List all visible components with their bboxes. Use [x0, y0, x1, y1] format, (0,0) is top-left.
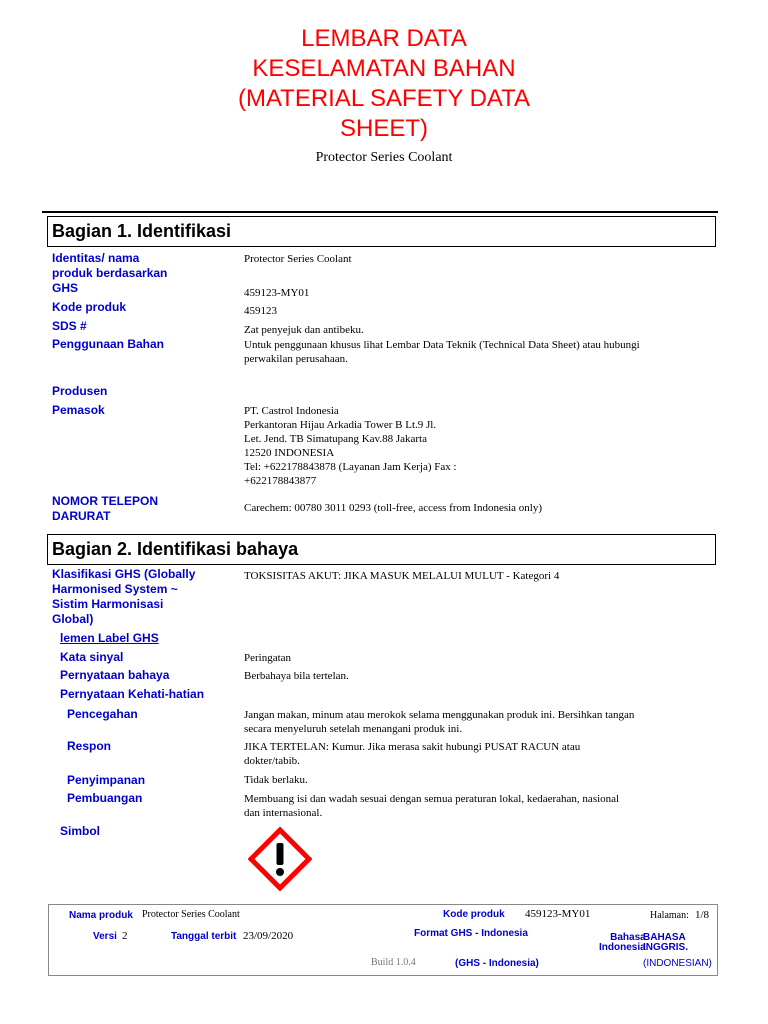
pemasok-value: PT. Castrol Indonesia Perkantoran Hijau Arkadia Tower B Lt.9 Jl. Let. Jend. TB Simatupang Kav.88 Jakarta 12520 INDONESIA Tel: +622178843878 (Layanan Jam Kerja) Fax : +622178843877 [244, 405, 457, 487]
exclamation-mark-pictogram-icon [248, 827, 312, 891]
pernyataan-bahaya-value: Berbahaya bila tertelan. [244, 670, 349, 682]
sds-value: Zat penyejuk dan antibeku. [244, 324, 364, 336]
doc-title-line-1: LEMBAR DATA [301, 25, 467, 52]
footer-build: Build 1.0.4 [371, 957, 416, 968]
nomor-telepon-value: Carechem: 00780 3011 0293 (toll-free, access from Indonesia only) [244, 502, 543, 514]
doc-title-line-2: KESELAMATAN BAHAN [252, 55, 516, 82]
penyimpanan-value: Tidak berlaku. [244, 774, 308, 786]
kode-produk-value: 459123 [244, 305, 277, 317]
footer-ghs: (GHS - Indonesia) [455, 958, 539, 969]
footer-box [48, 904, 718, 976]
sds-label: SDS # [52, 319, 87, 333]
pernyataan-bahaya-label: Pernyataan bahaya [60, 668, 170, 682]
footer-kode-label: Kode produk [443, 909, 505, 920]
footer-format-label: Format GHS - Indonesia [414, 928, 528, 939]
produsen-label: Produsen [52, 384, 108, 398]
penyimpanan-label: Penyimpanan [67, 773, 146, 787]
footer-halaman-label: Halaman: [650, 910, 689, 921]
footer-nama-value: Protector Series Coolant [142, 909, 240, 920]
doc-title-line-3: (MATERIAL SAFETY DATA [237, 85, 531, 112]
section-1-heading: Bagian 1. Identifikasi [47, 216, 716, 247]
kata-sinyal-label: Kata sinyal [60, 650, 124, 664]
footer-nama-label: Nama produk [69, 910, 133, 921]
kode-produk-label: Kode produk [52, 300, 126, 314]
identitas-value: Protector Series Coolant [244, 253, 352, 265]
section-2-heading: Bagian 2. Identifikasi bahaya [47, 534, 716, 565]
pembuangan-value: Membuang isi dan wadah sesuai dengan semua peraturan lokal, kedaerahan, nasional dan internasional. [244, 793, 620, 819]
klasifikasi-label: Klasifikasi GHS (Globally Harmonised System ~ Sistim Harmonisasi Global) [52, 567, 196, 626]
respon-value: JIKA TERTELAN: Kumur. Jika merasa sakit hubungi PUSAT RACUN atau dokter/tabib. [244, 741, 581, 767]
nomor-telepon-label: NOMOR TELEPON DARURAT [52, 494, 159, 523]
pencegahan-value: Jangan makan, minum atau merokok selama menggunakan produk ini. Bersihkan tangan secara menyeluruh setelah menangani produk ini. [244, 709, 635, 735]
pemasok-label: Pemasok [52, 403, 105, 417]
pencegahan-label: Pencegahan [67, 707, 138, 721]
simbol-label: Simbol [60, 824, 101, 838]
penggunaan-value: Untuk penggunaan khusus lihat Lembar Data Teknik (Technical Data Sheet) atau hubungi perwakilan perusahaan. [244, 339, 640, 365]
footer-versi-label: Versi [93, 931, 117, 942]
penggunaan-label: Penggunaan Bahan [52, 337, 165, 351]
footer-kode-value: 459123-MY01 [525, 908, 591, 920]
respon-label: Respon [67, 739, 112, 753]
pembuangan-label: Pembuangan [67, 791, 143, 805]
elemen-label-ghs-link[interactable]: lemen Label GHS [60, 631, 159, 645]
kata-sinyal-value: Peringatan [244, 652, 292, 664]
footer-bahasa-label: Bahasa Indonesia [599, 932, 646, 953]
kehati-hatian-label: Pernyataan Kehati-hatian [60, 687, 205, 701]
header-rule [42, 211, 718, 213]
doc-subtitle: Protector Series Coolant [315, 150, 453, 165]
klasifikasi-value: TOKSISITAS AKUT: JIKA MASUK MELALUI MULUT - Kategori 4 [244, 570, 560, 582]
footer-tanggal-value: 23/09/2020 [243, 930, 294, 942]
footer-indonesian: (INDONESIAN) [643, 958, 712, 969]
footer-versi-value: 2 [122, 930, 128, 942]
identitas-extra-value: 459123-MY01 [244, 287, 310, 299]
footer-halaman-value: 1/8 [695, 909, 710, 921]
footer-bahasa-value: BAHASA INGGRIS. [643, 932, 689, 953]
doc-title-line-4: SHEET) [339, 115, 428, 142]
identitas-label: Identitas/ nama produk berdasarkan GHS [52, 251, 168, 295]
footer-tanggal-label: Tanggal terbit [171, 931, 237, 942]
